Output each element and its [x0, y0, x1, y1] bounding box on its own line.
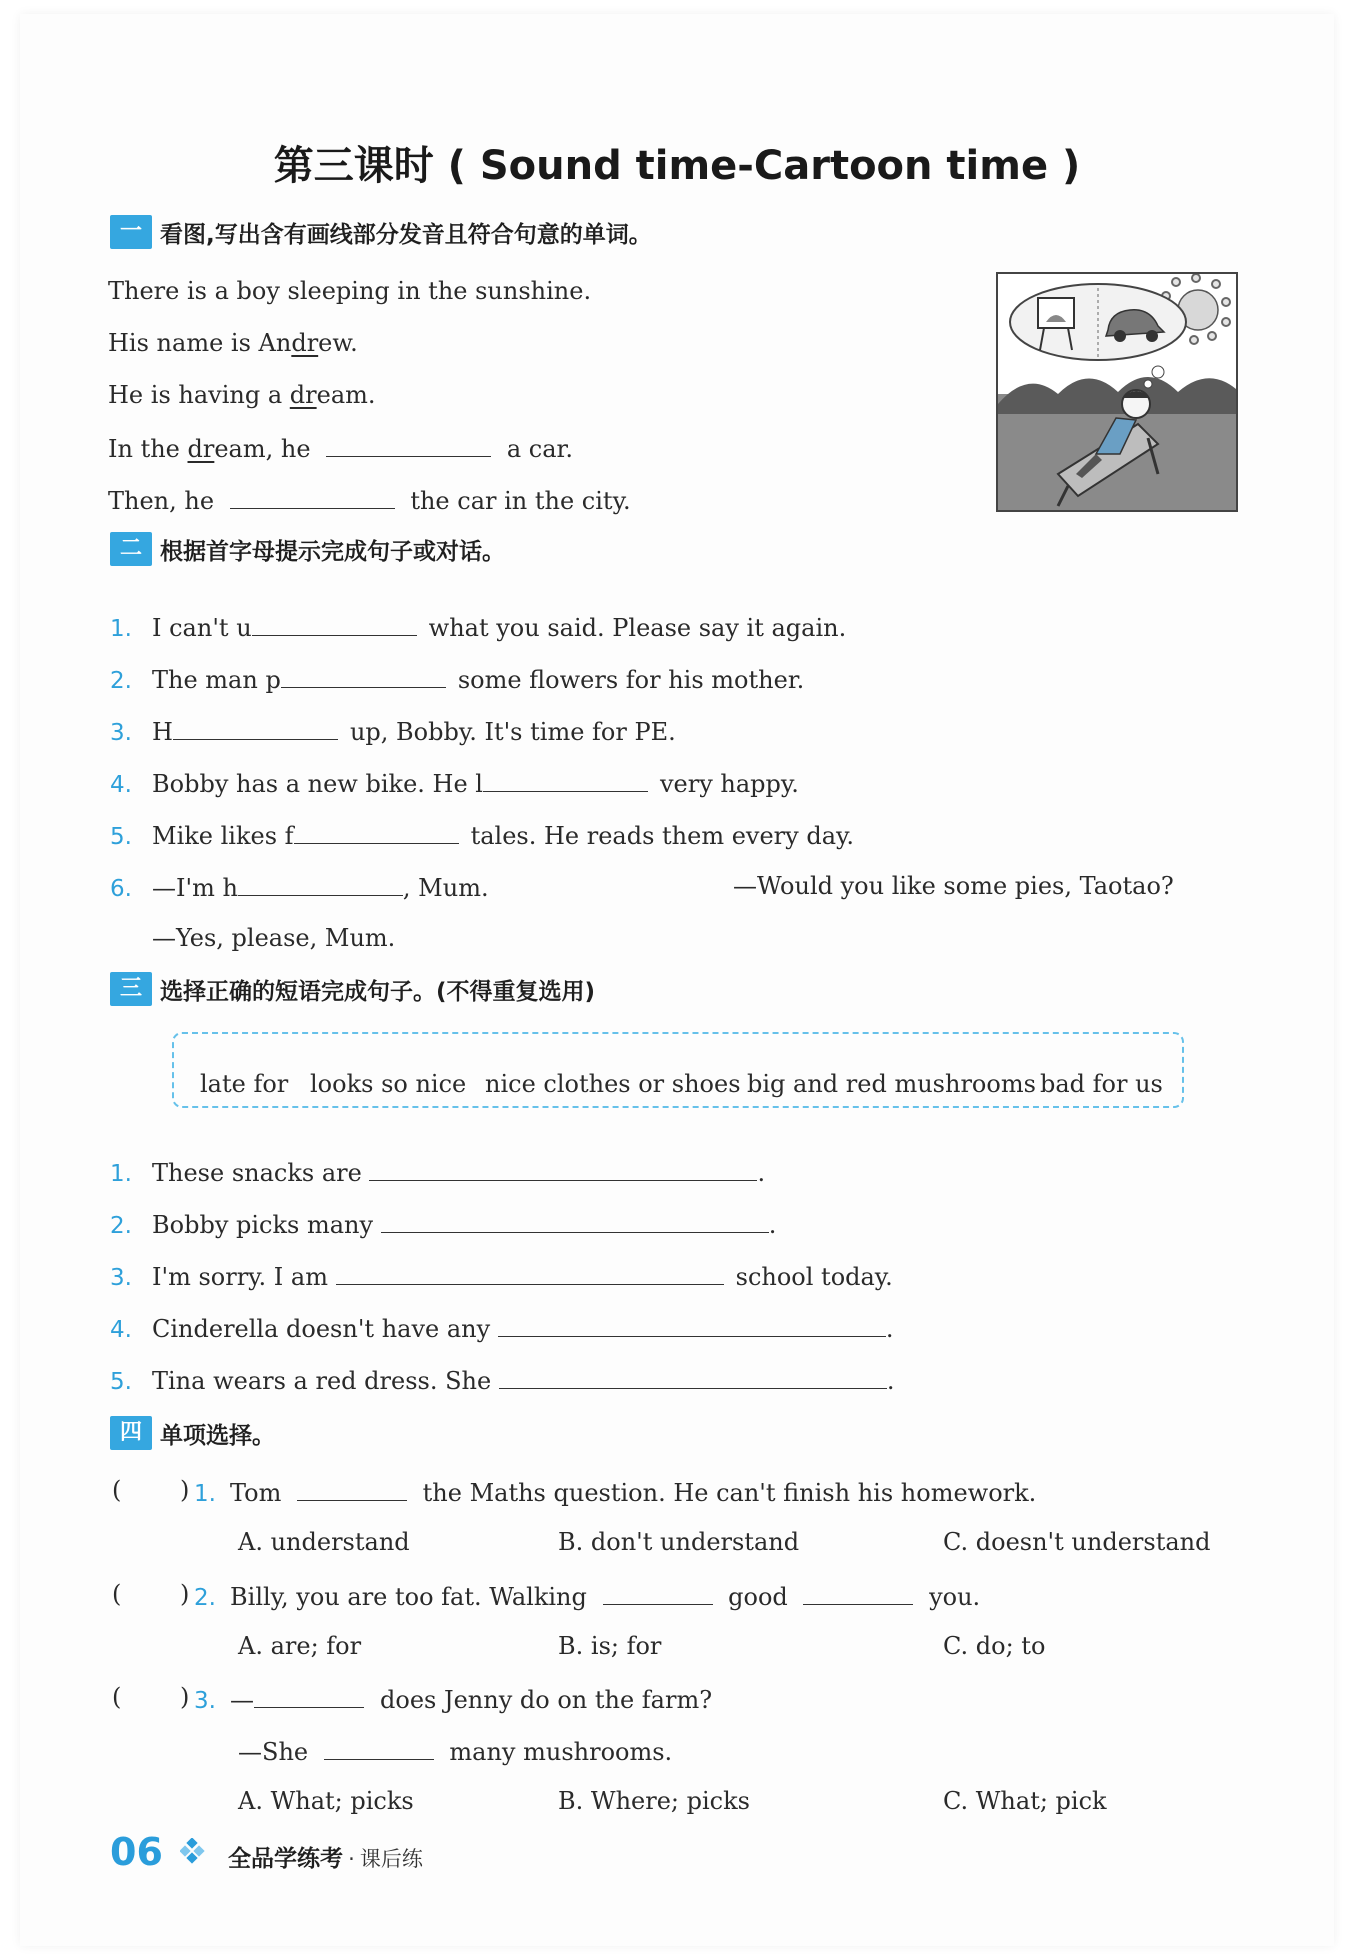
s1-l2-underlined: dr	[291, 329, 319, 357]
s2-item-5-blank[interactable]	[294, 819, 459, 844]
q1-paren-left: (	[112, 1476, 122, 1504]
q3-option-b[interactable]: B. Where; picks	[558, 1787, 750, 1815]
s3-item-2-blank[interactable]	[381, 1208, 769, 1233]
s2-item-2	[110, 663, 804, 696]
section-1-title: 看图,写出含有画线部分发音且符合句意的单词。	[160, 221, 652, 248]
s2-item-4-blank[interactable]	[483, 767, 648, 792]
q3-reply	[238, 1735, 672, 1767]
s2-item-2-blank[interactable]	[281, 663, 446, 688]
section-4-title: 单项选择。	[160, 1422, 275, 1449]
s2-item-4-number: 4.	[110, 772, 132, 798]
q3-blank-2[interactable]	[324, 1735, 434, 1760]
s3-item-3	[110, 1260, 893, 1293]
s2-item-6-answer-text: —I'm h	[152, 874, 238, 902]
s2-item-2-text: The man p	[152, 666, 281, 694]
s2-item-1-text: I can't u	[152, 614, 252, 642]
s3-item-4-text: Cinderella doesn't have any	[152, 1315, 491, 1343]
q3-text: does Jenny do on the farm?	[380, 1686, 713, 1714]
s3-item-4-tail: .	[885, 1315, 894, 1343]
s2-item-6-number: 6.	[110, 876, 132, 902]
section-4-badge: 四	[110, 1416, 152, 1450]
s3-item-5-text: Tina wears a red dress. She	[152, 1367, 492, 1395]
page-title: 第三课时 ( Sound time-Cartoon time )	[273, 143, 1081, 189]
s2-item-1-blank[interactable]	[252, 611, 417, 636]
s3-item-2	[110, 1208, 776, 1241]
diamond-icon	[180, 1838, 206, 1868]
section-2-badge: 二	[110, 532, 152, 566]
s1-l2-text: His name is An	[108, 329, 292, 357]
s1-l3-tail: eam.	[316, 381, 376, 409]
q1-number: 1.	[194, 1481, 216, 1507]
s2-item-6	[110, 871, 489, 904]
s2-item-4-text: Bobby has a new bike. He l	[152, 770, 483, 798]
q2-paren-left: (	[112, 1580, 122, 1608]
phrase-5: bad for us	[1040, 1070, 1163, 1098]
s2-item-1	[110, 611, 846, 644]
q3-paren-left: (	[112, 1683, 122, 1711]
q2-tail: you.	[929, 1583, 981, 1611]
s1-l5-blank[interactable]	[230, 484, 395, 509]
s1-l5-text: Then, he	[108, 487, 215, 515]
s2-item-3	[110, 715, 676, 748]
s1-l4-tail: a car.	[506, 435, 573, 463]
phrase-4: big and red mushrooms	[747, 1070, 1036, 1098]
q3-blank-1[interactable]	[254, 1683, 364, 1708]
q1-blank[interactable]	[297, 1476, 407, 1501]
phrase-3: nice clothes or shoes	[485, 1070, 741, 1098]
s2-item-5-text: Mike likes f	[152, 822, 294, 850]
q1-text: Tom	[230, 1479, 282, 1507]
s3-item-5-tail: .	[886, 1367, 895, 1395]
s3-item-3-tail: school today.	[735, 1263, 893, 1291]
q3-answer-slot[interactable]: )	[180, 1683, 190, 1711]
section-2-title: 根据首字母提示完成句子或对话。	[160, 538, 505, 565]
q2-answer-slot[interactable]: )	[180, 1580, 190, 1608]
q2-blank-2[interactable]	[803, 1580, 913, 1605]
s2-item-5	[110, 819, 854, 852]
q3-reply-tail: many mushrooms.	[449, 1738, 673, 1766]
q1-option-c[interactable]: C. doesn't understand	[943, 1528, 1211, 1556]
q1-stem	[194, 1476, 1036, 1509]
section-1-heading	[110, 215, 652, 249]
s3-item-1-number: 1.	[110, 1161, 132, 1187]
s2-item-1-tail: what you said. Please say it again.	[428, 614, 847, 642]
footer-brand-line	[228, 1840, 423, 1873]
s2-item-6-question: —Would you like some pies, Taotao?	[733, 872, 1174, 900]
s2-item-3-number: 3.	[110, 720, 132, 746]
q1-answer-slot[interactable]: )	[180, 1476, 190, 1504]
s1-l3-text: He is having a	[108, 381, 290, 409]
s1-line-3	[108, 380, 376, 410]
s1-l4-underlined: dr	[187, 435, 215, 463]
section-3-heading	[110, 972, 595, 1006]
s1-line-2	[108, 328, 358, 358]
worksheet-page	[20, 14, 1334, 1946]
footer-dot: ·	[348, 1847, 355, 1871]
section-2-heading	[110, 532, 505, 566]
q2-option-c[interactable]: C. do; to	[943, 1632, 1046, 1660]
q2-number: 2.	[194, 1585, 216, 1611]
s1-l4-blank[interactable]	[326, 432, 491, 457]
q3-dash: —	[230, 1686, 254, 1714]
q2-option-a[interactable]: A. are; for	[238, 1632, 362, 1660]
s3-item-1-blank[interactable]	[369, 1156, 757, 1181]
q2-text: Billy, you are too fat. Walking	[230, 1583, 587, 1611]
s3-item-5	[110, 1364, 894, 1397]
q3-option-a[interactable]: A. What; picks	[238, 1787, 414, 1815]
s2-item-6-blank[interactable]	[238, 871, 403, 896]
boy-dreaming-illustration	[996, 272, 1238, 512]
s3-item-3-blank[interactable]	[336, 1260, 724, 1285]
footer-brand: 全品学练考	[228, 1846, 343, 1872]
s2-item-6-reply: —Yes, please, Mum.	[152, 924, 396, 952]
s3-item-4-blank[interactable]	[498, 1312, 886, 1337]
q3-number: 3.	[194, 1688, 216, 1714]
q1-option-b[interactable]: B. don't understand	[558, 1528, 800, 1556]
dream-scene-icon	[998, 274, 1236, 510]
s2-item-4	[110, 767, 799, 800]
s1-line-4	[108, 432, 573, 464]
s3-item-5-number: 5.	[110, 1369, 132, 1395]
s3-item-4-number: 4.	[110, 1317, 132, 1343]
phrase-1: late for	[200, 1070, 289, 1098]
s2-item-6-answer-tail: , Mum.	[402, 874, 489, 902]
s1-l5-tail: the car in the city.	[410, 487, 631, 515]
s2-item-1-number: 1.	[110, 616, 132, 642]
s2-item-2-tail: some flowers for his mother.	[457, 666, 805, 694]
q3-option-c[interactable]: C. What; pick	[943, 1787, 1107, 1815]
q3-reply-text: —She	[238, 1738, 309, 1766]
phrase-2: looks so nice	[310, 1070, 467, 1098]
s1-l3-underlined: dr	[289, 381, 317, 409]
s1-line-5	[108, 484, 631, 516]
s3-item-2-tail: .	[768, 1211, 777, 1239]
s2-item-5-tail: tales. He reads them every day.	[470, 822, 855, 850]
s1-l2-tail: ew.	[318, 329, 358, 357]
section-1-badge: 一	[110, 215, 152, 249]
q1-option-a[interactable]: A. understand	[238, 1528, 410, 1556]
s3-item-1-tail: .	[757, 1159, 766, 1187]
s3-item-4	[110, 1312, 893, 1345]
q2-option-b[interactable]: B. is; for	[558, 1632, 662, 1660]
s3-item-1-text: These snacks are	[152, 1159, 362, 1187]
q1-tail: the Maths question. He can't finish his homework.	[422, 1479, 1037, 1507]
s3-item-3-number: 3.	[110, 1265, 132, 1291]
q3-stem	[194, 1683, 712, 1716]
q2-blank-1[interactable]	[603, 1580, 713, 1605]
s3-item-3-text: I'm sorry. I am	[152, 1263, 328, 1291]
s2-item-5-number: 5.	[110, 824, 132, 850]
s2-item-2-number: 2.	[110, 668, 132, 694]
footer-subtitle: 课后练	[359, 1847, 423, 1871]
s3-item-5-blank[interactable]	[499, 1364, 887, 1389]
s2-item-3-tail: up, Bobby. It's time for PE.	[349, 718, 676, 746]
s3-item-2-text: Bobby picks many	[152, 1211, 374, 1239]
s3-item-2-number: 2.	[110, 1213, 132, 1239]
s2-item-4-tail: very happy.	[659, 770, 799, 798]
s1-l4-text: In the	[108, 435, 188, 463]
q2-mid: good	[728, 1583, 788, 1611]
s3-item-1	[110, 1156, 765, 1189]
section-3-title: 选择正确的短语完成句子。(不得重复选用)	[160, 978, 596, 1005]
s1-l4-mid: eam, he	[214, 435, 311, 463]
section-4-heading	[110, 1416, 275, 1450]
s2-item-3-text: H	[152, 718, 173, 746]
section-3-badge: 三	[110, 972, 152, 1006]
s1-line-1: There is a boy sleeping in the sunshine.	[108, 277, 592, 305]
page-number: 06	[110, 1830, 163, 1874]
q2-stem	[194, 1580, 980, 1613]
s2-item-3-blank[interactable]	[173, 715, 338, 740]
